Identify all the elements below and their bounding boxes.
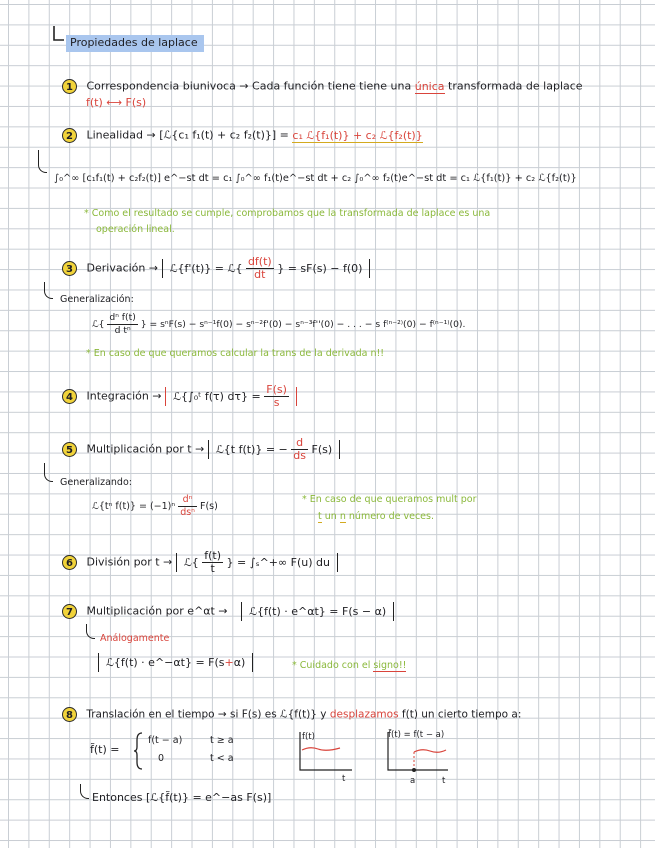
section-1-unica: única [414, 79, 445, 93]
section-7-formula2-a: ℒ{f(t) · e^−αt} = F(s [106, 656, 225, 669]
section-3-gen-num: dⁿ f(t) [109, 312, 136, 323]
section-7-note-text: * Cuidado con el [292, 660, 371, 671]
section-5-note2-un: un [324, 511, 337, 522]
section-5-gen-label: Generalizando: [60, 477, 132, 488]
section-5-line [62, 437, 340, 462]
section-3-formula-b: } = sF(s) − f(0) [277, 261, 363, 275]
section-7-formula2 [98, 653, 253, 672]
section-8-case1-f: f(t − a) [148, 735, 183, 746]
section-3-label: Derivación → [86, 261, 159, 275]
section-5-fraction [291, 437, 308, 462]
section-3-line [62, 256, 370, 281]
graph-2-xlabel: t [442, 776, 446, 786]
section-4-frac-den: s [273, 396, 280, 409]
section-8-line [62, 707, 521, 722]
section-3-number: 3 [62, 261, 77, 276]
section-5-gen-formula [92, 494, 218, 519]
section-5-formula [208, 436, 340, 462]
section-6-formula [176, 549, 338, 575]
section-4-line [62, 384, 297, 409]
section-2-note: * Como el resultado se cumple, comprobamos que la transformada de laplace es una [84, 208, 491, 219]
section-7-label: Multiplicación por e^αt → [86, 604, 228, 618]
section-1-number: 1 [62, 79, 77, 94]
section-3-fraction [246, 256, 274, 281]
section-7-formula2-b: α) [233, 656, 246, 669]
section-7-note-word: signo!! [373, 660, 407, 671]
section-4-frac-num: F(s) [266, 383, 287, 396]
section-7-hook-icon [86, 624, 95, 639]
section-7-number: 7 [62, 604, 77, 619]
page-title-text: Propiedades de laplace [66, 35, 204, 52]
section-8-desplaz: desplazamos [329, 708, 399, 721]
section-8-label: Translación en el tiempo → si F(s) es ℒ{f(t)} y [86, 708, 327, 721]
section-4-label: Integración → [86, 389, 162, 403]
section-5-formula-a: ℒ{t f(t)} = − [215, 442, 288, 456]
section-8-number: 8 [62, 707, 77, 722]
section-3-frac-num: df(t) [247, 255, 272, 268]
section-5-number: 5 [62, 442, 77, 457]
section-7-formula2-line [98, 656, 253, 670]
section-1-text: Correspondencia biunivoca → Cada función tiene tiene una [86, 79, 412, 93]
section-3-gen-label: Generalización: [60, 294, 134, 305]
section-5-note: * En caso de que queramos mult por [302, 494, 477, 505]
section-6-line [62, 550, 338, 575]
section-6-frac-den: t [210, 562, 215, 575]
section-2-number: 2 [62, 128, 77, 143]
section-6-formula-a: ℒ{ [183, 555, 199, 569]
section-8-label2: f(t) un cierto tiempo a: [401, 708, 522, 721]
graph-2-curve [414, 750, 446, 753]
page-title [66, 36, 204, 50]
section-5-note2-n: n [339, 511, 346, 522]
section-3-gen-fraction [107, 312, 137, 337]
section-4-formula [165, 383, 297, 409]
section-7-formula2-sign: + [224, 656, 234, 669]
section-2-label: Linealidad → [86, 128, 156, 142]
graph-2-alabel: a [410, 776, 416, 786]
section-2-line [62, 128, 423, 143]
section-3-note: * En caso de que queramos calcular la trans de la derivada n!! [86, 348, 385, 359]
section-6-formula-b: } = ∫ₛ^+∞ F(u) du [226, 555, 331, 569]
section-5-frac-num: d [291, 437, 308, 450]
graph-2-ylabel: f̃(t) = f(t − a) [388, 730, 445, 740]
section-3-gen-b: } = sⁿF(s) − sⁿ⁻¹f(0) − sⁿ⁻²f'(0) − sⁿ⁻³f''(0) − . . . − s f⁽ⁿ⁻²⁾(0) − f⁽ⁿ⁻¹⁾(0). [140, 319, 466, 330]
section-6-label: División por t → [86, 555, 173, 569]
section-1-pair: f(t) ⟷ F(s) [86, 96, 147, 109]
section-3-gen-a: ℒ{ [92, 319, 105, 330]
section-3-gen-den: d tⁿ [114, 325, 131, 336]
title-arrow-icon [52, 26, 66, 46]
graph-1-ylabel: f(t) [302, 732, 315, 742]
section-8-case2-f: 0 [158, 753, 165, 764]
section-3-frac-den: dt [254, 268, 266, 281]
section-6-frac-num: f(t) [204, 549, 222, 562]
section-5-hook-icon [44, 463, 53, 482]
section-7-formula: ℒ{f(t) · e^αt} = F(s − α) [241, 602, 394, 621]
graph-2-a-point [412, 768, 416, 772]
section-3-gen-formula [92, 312, 465, 337]
section-6-number: 6 [62, 555, 77, 570]
section-2-formula-right: c₁ ℒ{f₁(t)} + c₂ ℒ{f₂(t)} [292, 128, 423, 142]
section-4-fraction [264, 384, 289, 409]
section-8-def-lhs: f̃(t) = [90, 743, 120, 756]
section-5-gen-a: ℒ{tⁿ f(t)} = (−1)ⁿ [92, 501, 176, 512]
graph-1-xlabel: t [342, 774, 346, 784]
section-4-number: 4 [62, 389, 77, 404]
section-7-analog: Análogamente [100, 633, 170, 644]
section-6-fraction [202, 550, 223, 575]
graph-1-curve [302, 748, 340, 751]
section-4-formula-a: ℒ{∫₀ᵗ f(τ) dτ} = [173, 389, 261, 403]
section-7-line [62, 604, 394, 619]
section-5-frac-den: ds [293, 449, 306, 462]
section-8-hook-icon [80, 784, 89, 799]
section-5-formula-b: F(s) [311, 442, 333, 456]
section-3-formula-a: ℒ{f'(t)} = ℒ{ [169, 261, 243, 275]
section-2-integral: ∫₀^∞ [c₁f₁(t) + c₂f₂(t)] e^−st dt = c₁ ∫₀^∞ f₁(t)e^−st dt + c₂ ∫₀^∞ f₂(t)e^−st dt = c₁ ℒ{f₁(t)} + c₂ ℒ{f₂(t)} [54, 173, 577, 184]
section-5-note2-rest: número de veces. [348, 511, 434, 522]
section-5-gen-b: F(s) [199, 501, 218, 512]
section-3-hook-icon [44, 282, 53, 299]
section-5-note2-t: t [318, 511, 322, 522]
section-1-line [62, 79, 583, 94]
section-2-hook-icon [38, 150, 47, 173]
section-2-formula-left: [ℒ{c₁ f₁(t) + c₂ f₂(t)}] = [159, 128, 289, 142]
section-1-text2: transformada de laplace [448, 79, 583, 93]
section-2-note2: operación lineal. [96, 224, 175, 235]
section-3-formula [162, 255, 371, 281]
section-5-gen-fraction [178, 494, 197, 519]
section-8-case2-c: t < a [210, 753, 234, 764]
section-8-case1-c: t ≥ a [210, 735, 234, 746]
section-5-label: Multiplicación por t → [86, 442, 205, 456]
section-5-gen-num: dⁿ [178, 494, 197, 507]
section-7-note [292, 659, 406, 673]
section-8-brace-icon [134, 732, 144, 770]
section-8-result: Entonces [ℒ{f̃(t)} = e^−as F(s)] [92, 791, 272, 804]
section-5-note2 [318, 510, 434, 524]
section-5-gen-den: dsⁿ [180, 507, 195, 518]
